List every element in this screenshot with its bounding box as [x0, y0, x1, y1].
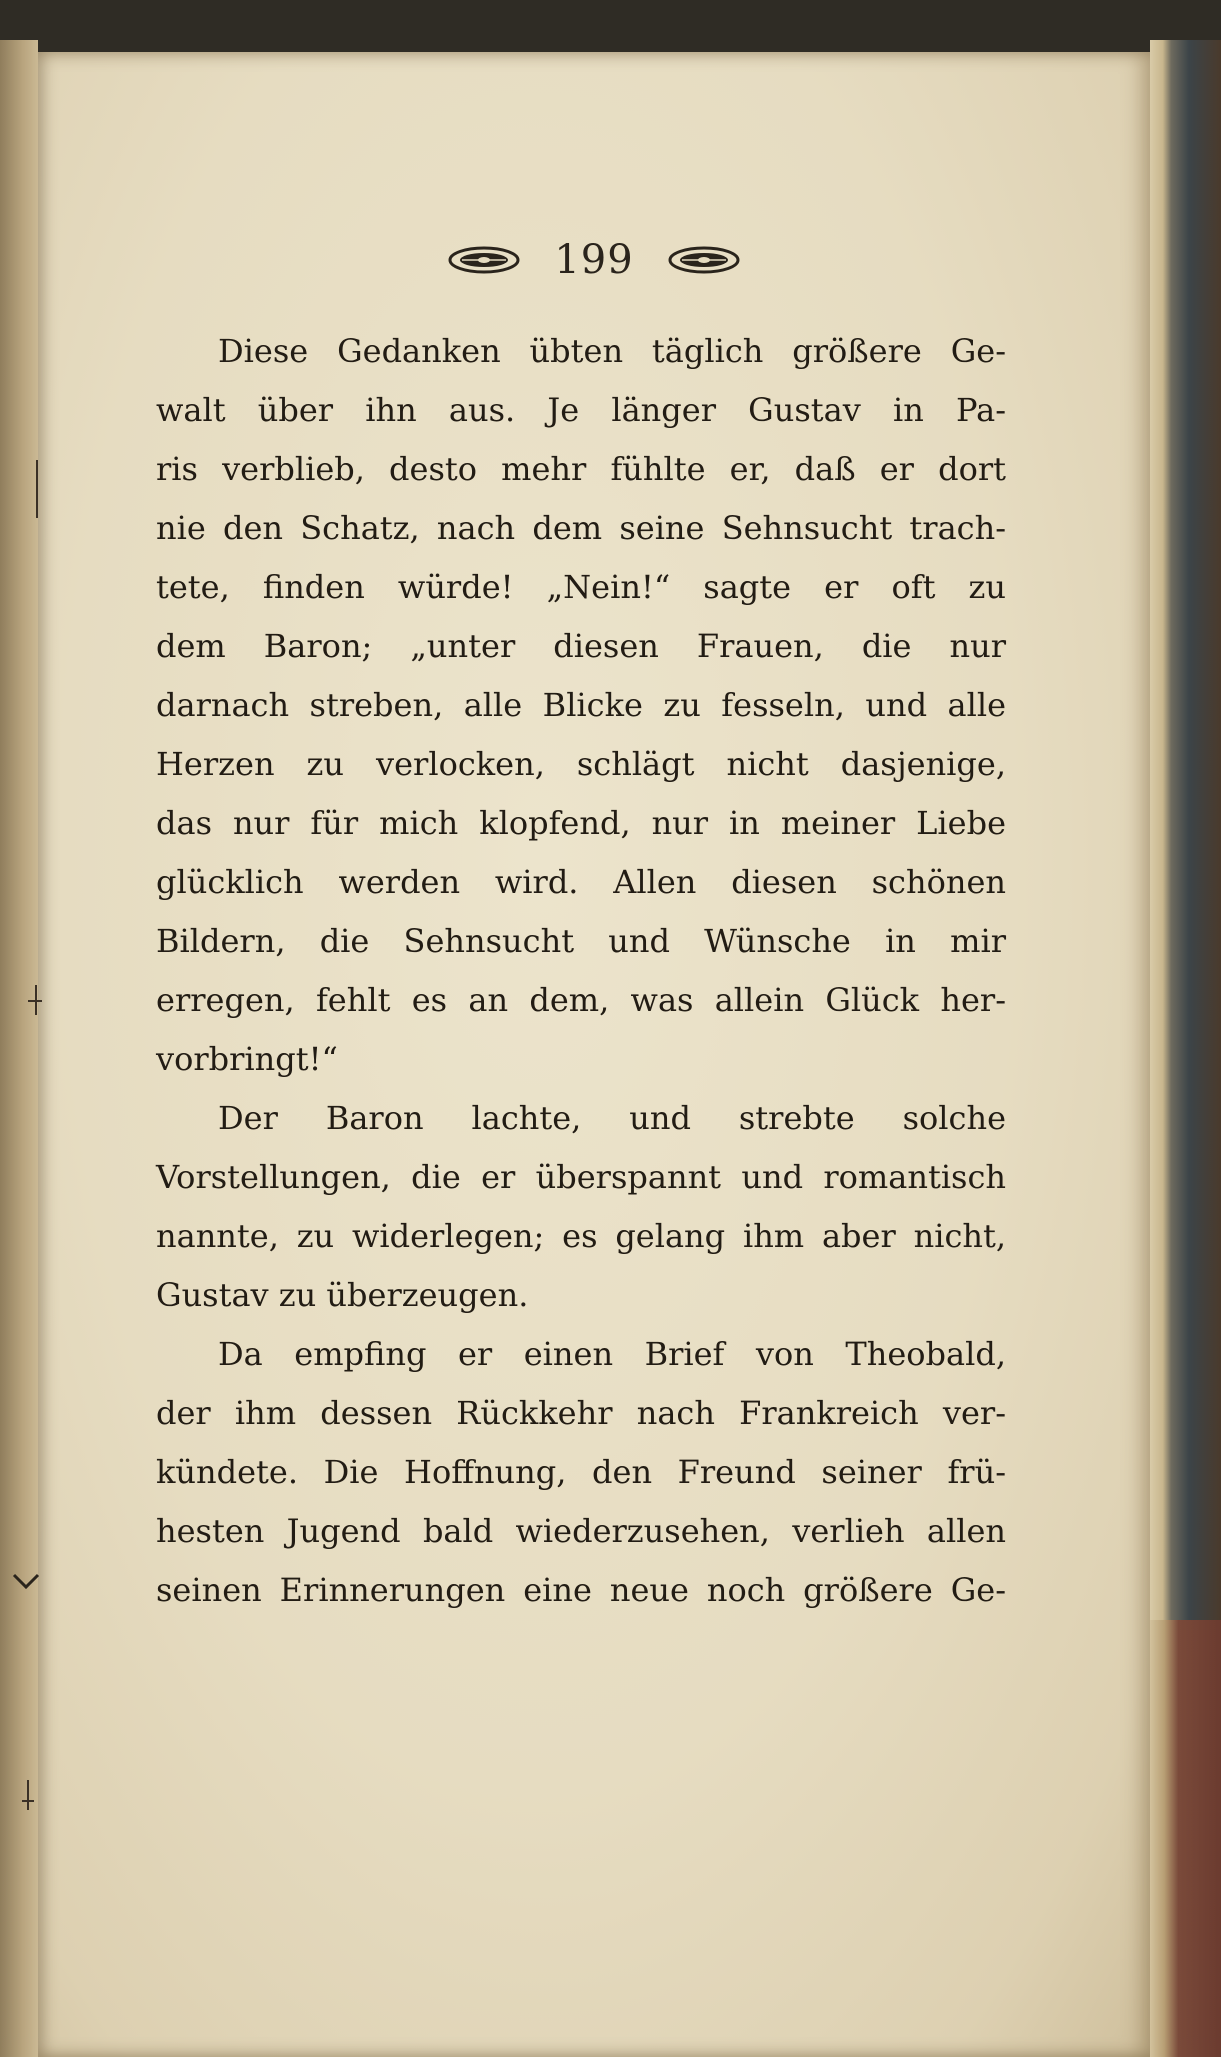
- text-line: Bildern, die Sehnsucht und Wünsche in mir: [156, 922, 1006, 960]
- rosette-ornament-icon: [448, 245, 520, 275]
- margin-arrow-icon: [12, 1572, 40, 1590]
- previous-page-edge: [0, 40, 38, 2057]
- text-line: das nur für mich klopfend, nur in meiner Liebe: [156, 804, 1006, 842]
- text-line: Diese Gedanken übten täglich größere Ge-: [218, 332, 1006, 370]
- margin-mark: [35, 985, 37, 1015]
- book-cover-corner: [1150, 1620, 1221, 2057]
- text-line: seinen Erinnerungen eine neue noch größere Ge-: [156, 1571, 1006, 1609]
- text-line: kündete. Die Hoffnung, den Freund seiner frü-: [156, 1453, 1006, 1491]
- text-line: nie den Schatz, nach dem seine Sehnsucht trach-: [156, 509, 1006, 547]
- text-line: der ihm dessen Rückkehr nach Frankreich ver-: [156, 1394, 1006, 1432]
- text-line: ris verblieb, desto mehr fühlte er, daß er dort: [156, 450, 1006, 488]
- text-line: Da empfing er einen Brief von Theobald,: [218, 1335, 1006, 1373]
- text-line: walt über ihn aus. Je länger Gustav in Pa-: [156, 391, 1006, 429]
- page-header: [38, 230, 1150, 290]
- text-line: dem Baron; „unter diesen Frauen, die nur: [156, 627, 1006, 665]
- text-line: Vorstellungen, die er überspannt und romantisch: [156, 1158, 1006, 1196]
- text-line: Gustav zu überzeugen.: [156, 1276, 529, 1314]
- text-line: vorbringt!“: [156, 1040, 338, 1078]
- text-line: tete, finden würde! „Nein!“ sagte er oft zu: [156, 568, 1006, 606]
- rosette-ornament-icon: [668, 245, 740, 275]
- text-line: darnach streben, alle Blicke zu fesseln, und alle: [156, 686, 1006, 724]
- text-line: erregen, fehlt es an dem, was allein Glück her-: [156, 981, 1006, 1019]
- body-text: [156, 322, 1006, 1620]
- book-page: [38, 52, 1150, 2057]
- page-number: 199: [554, 237, 634, 283]
- text-line: Herzen zu verlocken, schlägt nicht dasjenige,: [156, 745, 1006, 783]
- text-line: Der Baron lachte, und strebte solche: [218, 1099, 1006, 1137]
- margin-mark: [27, 1780, 29, 1810]
- text-line: nannte, zu widerlegen; es gelang ihm aber nicht,: [156, 1217, 1006, 1255]
- text-line: glücklich werden wird. Allen diesen schönen: [156, 863, 1006, 901]
- text-line: hesten Jugend bald wiederzusehen, verlieh allen: [156, 1512, 1006, 1550]
- margin-mark: [36, 460, 38, 518]
